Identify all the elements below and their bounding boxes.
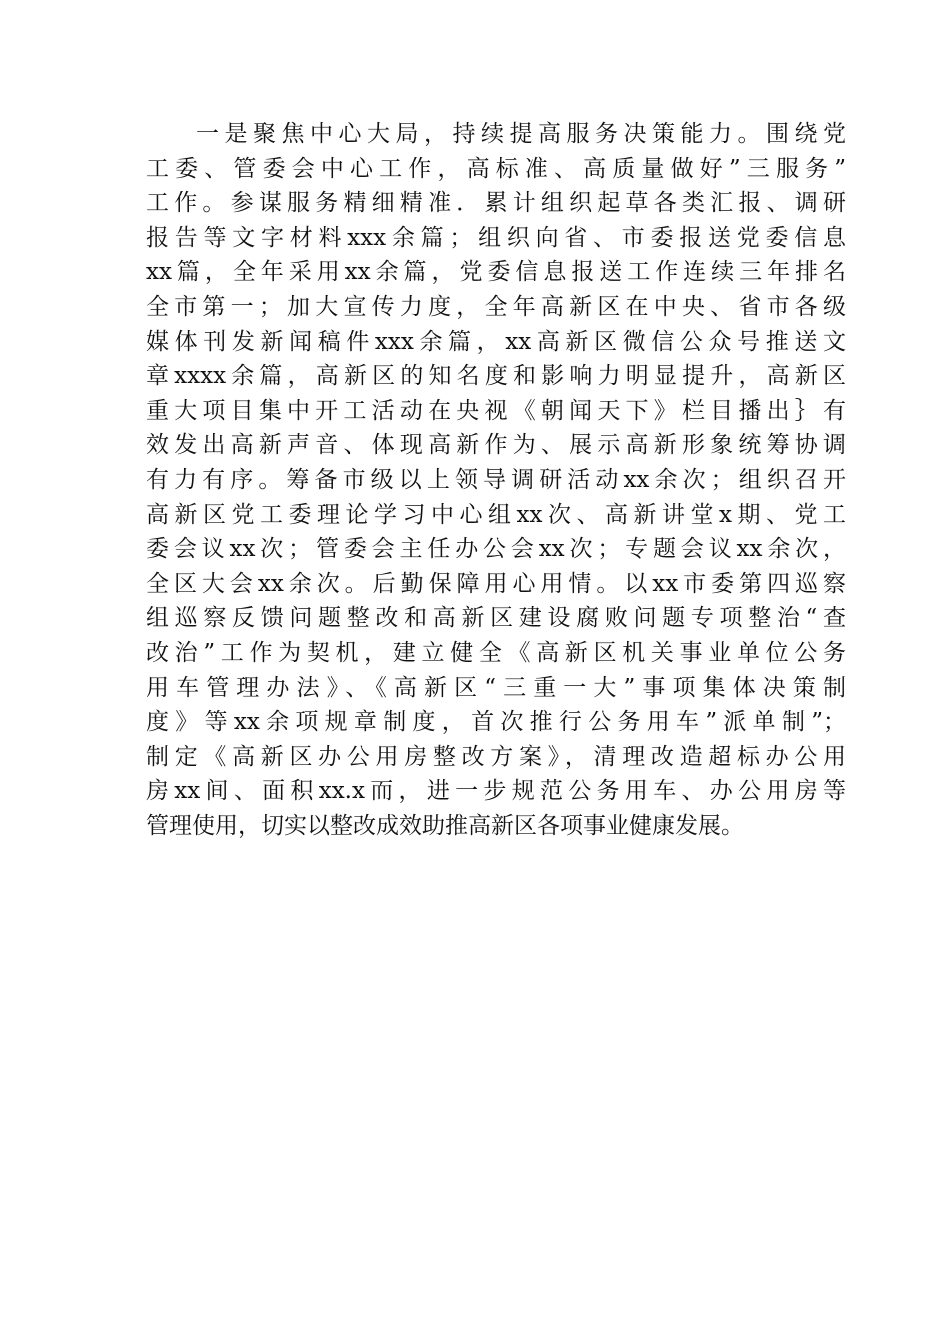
paragraph-line: 制定《高新区办公用房整改方案》，清理改造超标办公用: [146, 743, 846, 770]
paragraph-line: 度》等xx余项规章制度，首次推行公务用车”派单制”；: [146, 709, 846, 736]
body-paragraph: [146, 117, 846, 843]
paragraph-line: 高新区党工委理论学习中心组xx次、高新讲堂x期、党工: [146, 501, 846, 528]
paragraph-line: 委会议xx次；管委会主任办公会xx次；专题会议xx余次，: [146, 536, 846, 563]
paragraph-line: 改治”工作为契机，建立健全《高新区机关事业单位公务: [146, 639, 846, 666]
paragraph-line: 有力有序。筹备市级以上领导调研活动xx余次；组织召开: [146, 466, 846, 493]
paragraph-line: 一是聚焦中心大局，持续提高服务决策能力。围绕党: [196, 121, 846, 147]
paragraph-line: xx篇，全年采用xx余篇，党委信息报送工作连续三年排名: [146, 259, 846, 286]
paragraph-line: 全市第一；加大宣传力度，全年高新区在中央、省市各级: [146, 293, 846, 320]
paragraph-line: 工作。参谋服务精细精准．累计组织起草各类汇报、调研: [146, 190, 846, 217]
paragraph-line: 用车管理办法》、《高新区“三重一大”事项集体决策制: [146, 674, 846, 701]
paragraph-line: 重大项目集中开工活动在央视《朝闻天下》栏目播出｝有: [146, 397, 846, 424]
paragraph-line: 组巡察反馈问题整改和高新区建设腐败问题专项整治“查: [146, 605, 846, 632]
paragraph-line: 效发出高新声音、体现高新作为、展示高新形象统筹协调: [146, 432, 846, 459]
paragraph-line: 媒体刊发新闻稿件xxx余篇，xx高新区微信公众号推送文: [146, 328, 846, 355]
paragraph-line: 房xx间、面积xx.x而，进一步规范公务用车、办公用房等: [146, 778, 846, 805]
paragraph-line: 全区大会xx余次。后勤保障用心用情。以xx市委第四巡察: [146, 570, 846, 597]
paragraph-line: 章xxxx余篇，高新区的知名度和影响力明显提升，高新区: [146, 363, 846, 390]
paragraph-line: 管理使用，切实以整改成效助推高新区各项事业健康发展。: [146, 812, 744, 839]
paragraph-line: 工委、管委会中心工作，高标准、高质量做好”三服务”: [146, 155, 846, 182]
paragraph-line: 报告等文字材料xxx余篇；组织向省、市委报送党委信息: [146, 224, 846, 251]
